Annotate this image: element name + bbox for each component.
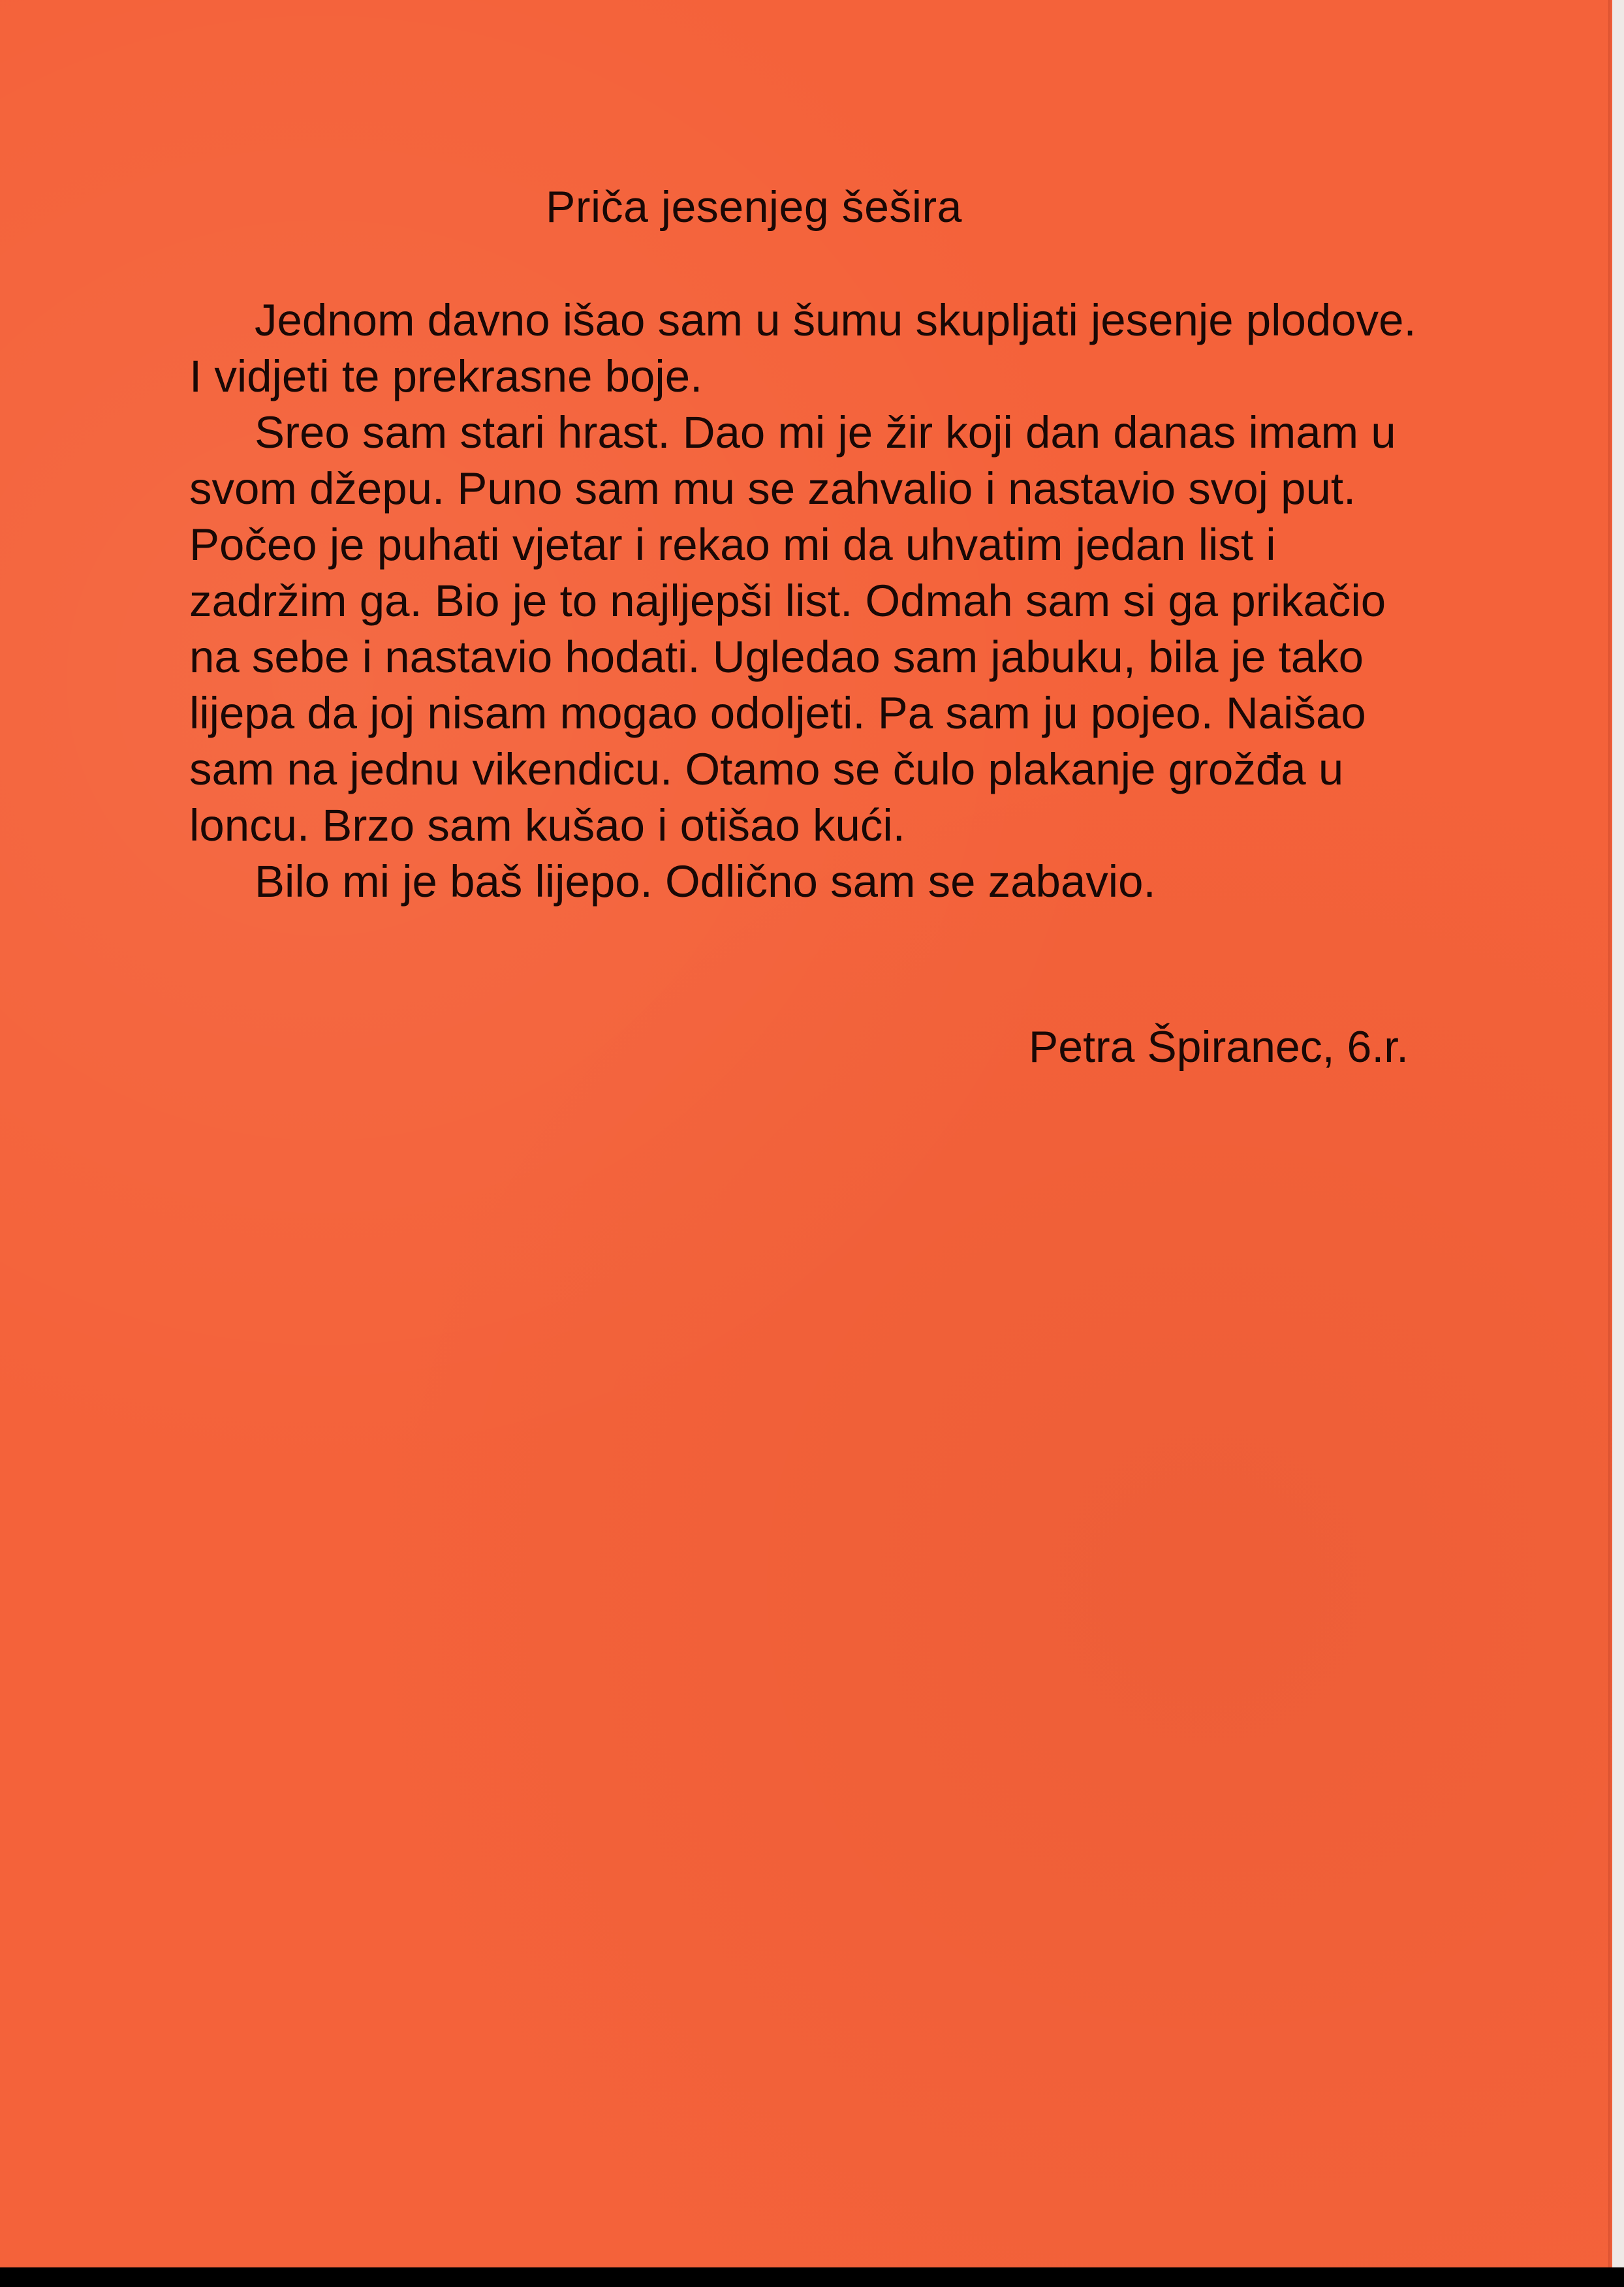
story-paragraph-2: Sreo sam stari hrast. Dao mi je žir koji dan danas imam u svom džepu. Puno sam mu se zahvalio i nastavio svoj put. Počeo je puhati vjetar i rekao mi da uhvatim jedan list i zadržim ga. Bio je to najljepši list. Odmah sam si ga prikačio na sebe i nastavio hodati. Ugledao sam jabuku, bila je tako lijepa da joj nisam mogao odoljeti. Pa sam ju pojeo. Naišao sam na jednu vikendicu. Otamo se čulo plakanje grožđa u loncu. Brzo sam kušao i otišao kući. bbox=[189, 407, 1396, 850]
story-paragraph-3: Bilo mi je baš lijepo. Odlično sam se zabavio. bbox=[255, 856, 1156, 907]
story-paragraph-1: Jednom davno išao sam u šumu skupljati jesenje plodove. I vidjeti te prekrasne boje. bbox=[189, 295, 1416, 401]
story-body bbox=[189, 292, 1429, 910]
scanner-margin-right bbox=[1612, 0, 1624, 2287]
scanner-margin-bottom bbox=[0, 2267, 1624, 2287]
author-signature: Petra Špiranec, 6.r. bbox=[1028, 1022, 1409, 1072]
story-title: Priča jesenjeg šešira bbox=[546, 182, 962, 232]
